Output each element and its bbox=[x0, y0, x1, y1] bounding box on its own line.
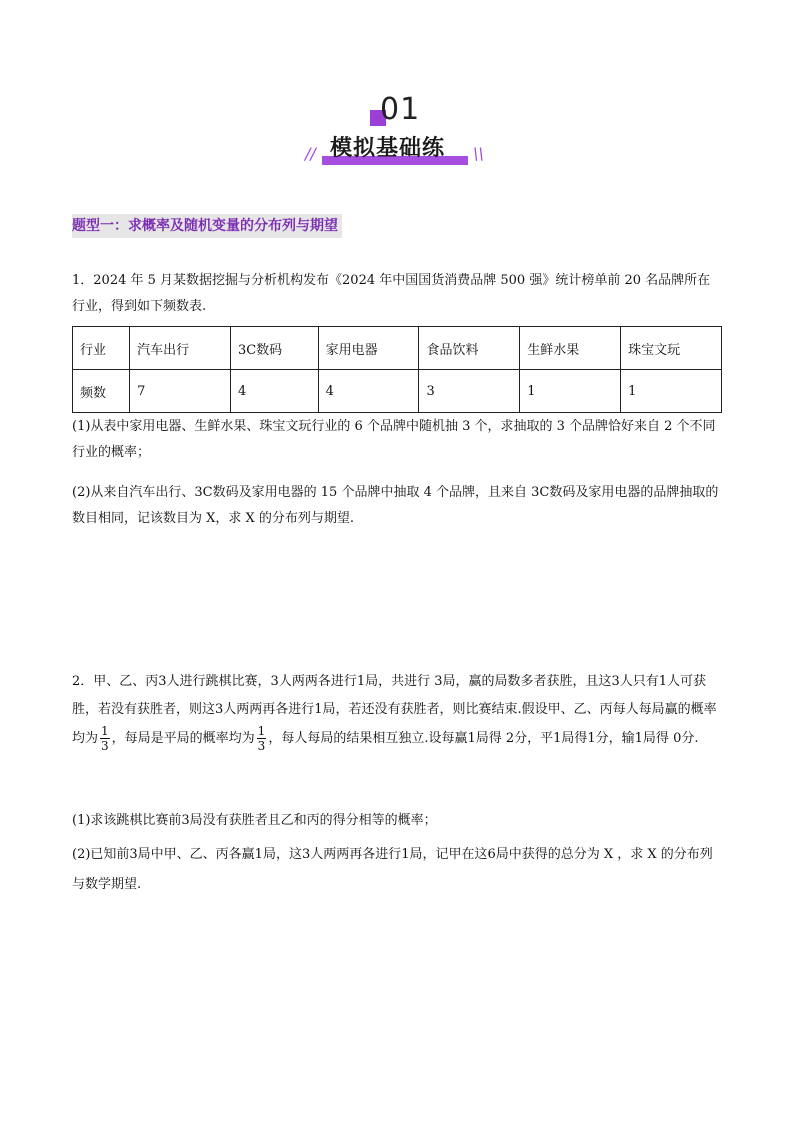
section-heading-text: 题型一：求概率及随机变量的分布列与期望 bbox=[72, 218, 338, 234]
frequency-table bbox=[72, 326, 722, 413]
fraction-numerator: 1 bbox=[257, 724, 266, 738]
section-number bbox=[370, 92, 430, 132]
table-cell: 1 bbox=[520, 370, 621, 413]
left-slash-decoration: // bbox=[305, 144, 316, 163]
table-header-row bbox=[73, 327, 722, 370]
question-2-text bbox=[72, 668, 722, 753]
q2-text-b: ，每局是平局的概率均为 bbox=[111, 731, 255, 746]
question-2-part-2: (2)已知前3局中甲、乙、丙各赢1局，这3人两两再各进行1局，记甲在这6局中获得的总分为 X ，求 X 的分布列与数学期望. bbox=[72, 847, 713, 892]
right-slash-decoration: \\ bbox=[473, 144, 484, 163]
table-cell: 4 bbox=[230, 370, 318, 413]
section-number-text: 01 bbox=[380, 92, 421, 127]
table-cell: 汽车出行 bbox=[130, 327, 231, 370]
table-row bbox=[73, 370, 722, 413]
question-1-part-1: (1)从表中家用电器、生鲜水果、珠宝文玩行业的 6 个品牌中随机抽 3 个，求抽取的 3 个品牌恰好来自 2 个不同行业的概率； bbox=[72, 419, 716, 460]
fraction-denominator: 3 bbox=[101, 739, 109, 753]
question-1-part-2: (2)从来自汽车出行、3C数码及家用电器的 15 个品牌中抽取 4 个品牌，且来自 3C数码及家用电器的品牌抽取的数目相同，记该数目为 X，求 X 的分布列与期望. bbox=[72, 485, 719, 526]
table-cell: 7 bbox=[130, 370, 231, 413]
table-cell: 1 bbox=[621, 370, 722, 413]
q2-text-a: 2．甲、乙、丙3人进行跳棋比赛，3人两两各进行1局，共进行 3局，赢的局数多者获胜，且这3人只有1人可获胜，若没有获胜者，则这3人两两再各进行1局，若还没有获胜者，则比赛结束.假设甲、乙、丙每人每局赢的概率均为 bbox=[72, 674, 717, 746]
section-heading bbox=[72, 214, 342, 238]
table-cell: 珠宝文玩 bbox=[621, 327, 722, 370]
table-cell: 行业 bbox=[73, 327, 130, 370]
fraction-one-third bbox=[257, 724, 267, 753]
fraction-denominator: 3 bbox=[257, 739, 266, 753]
section-header bbox=[0, 92, 794, 172]
q2-text-c: ，每人每局的结果相互独立.设每赢1局得 2分，平1局得1分，输1局得 0分. bbox=[268, 731, 699, 746]
table-cell: 4 bbox=[318, 370, 419, 413]
table-cell: 家用电器 bbox=[318, 327, 419, 370]
table-cell: 食品饮料 bbox=[419, 327, 520, 370]
table-cell: 3C数码 bbox=[230, 327, 318, 370]
fraction-numerator: 1 bbox=[101, 724, 109, 738]
page-title: 模拟基础练 bbox=[330, 136, 446, 161]
table-cell: 3 bbox=[419, 370, 520, 413]
fraction-one-third bbox=[100, 724, 110, 753]
table-cell: 频数 bbox=[73, 370, 130, 413]
question-1-intro: 1．2024 年 5 月某数据挖掘与分析机构发布《2024 年中国国货消费品牌 500 强》统计榜单前 20 名品牌所在行业，得到如下频数表. bbox=[72, 273, 711, 314]
table-cell: 生鲜水果 bbox=[520, 327, 621, 370]
question-2-part-1: (1)求该跳棋比赛前3局没有获胜者且乙和丙的得分相等的概率； bbox=[72, 813, 437, 828]
